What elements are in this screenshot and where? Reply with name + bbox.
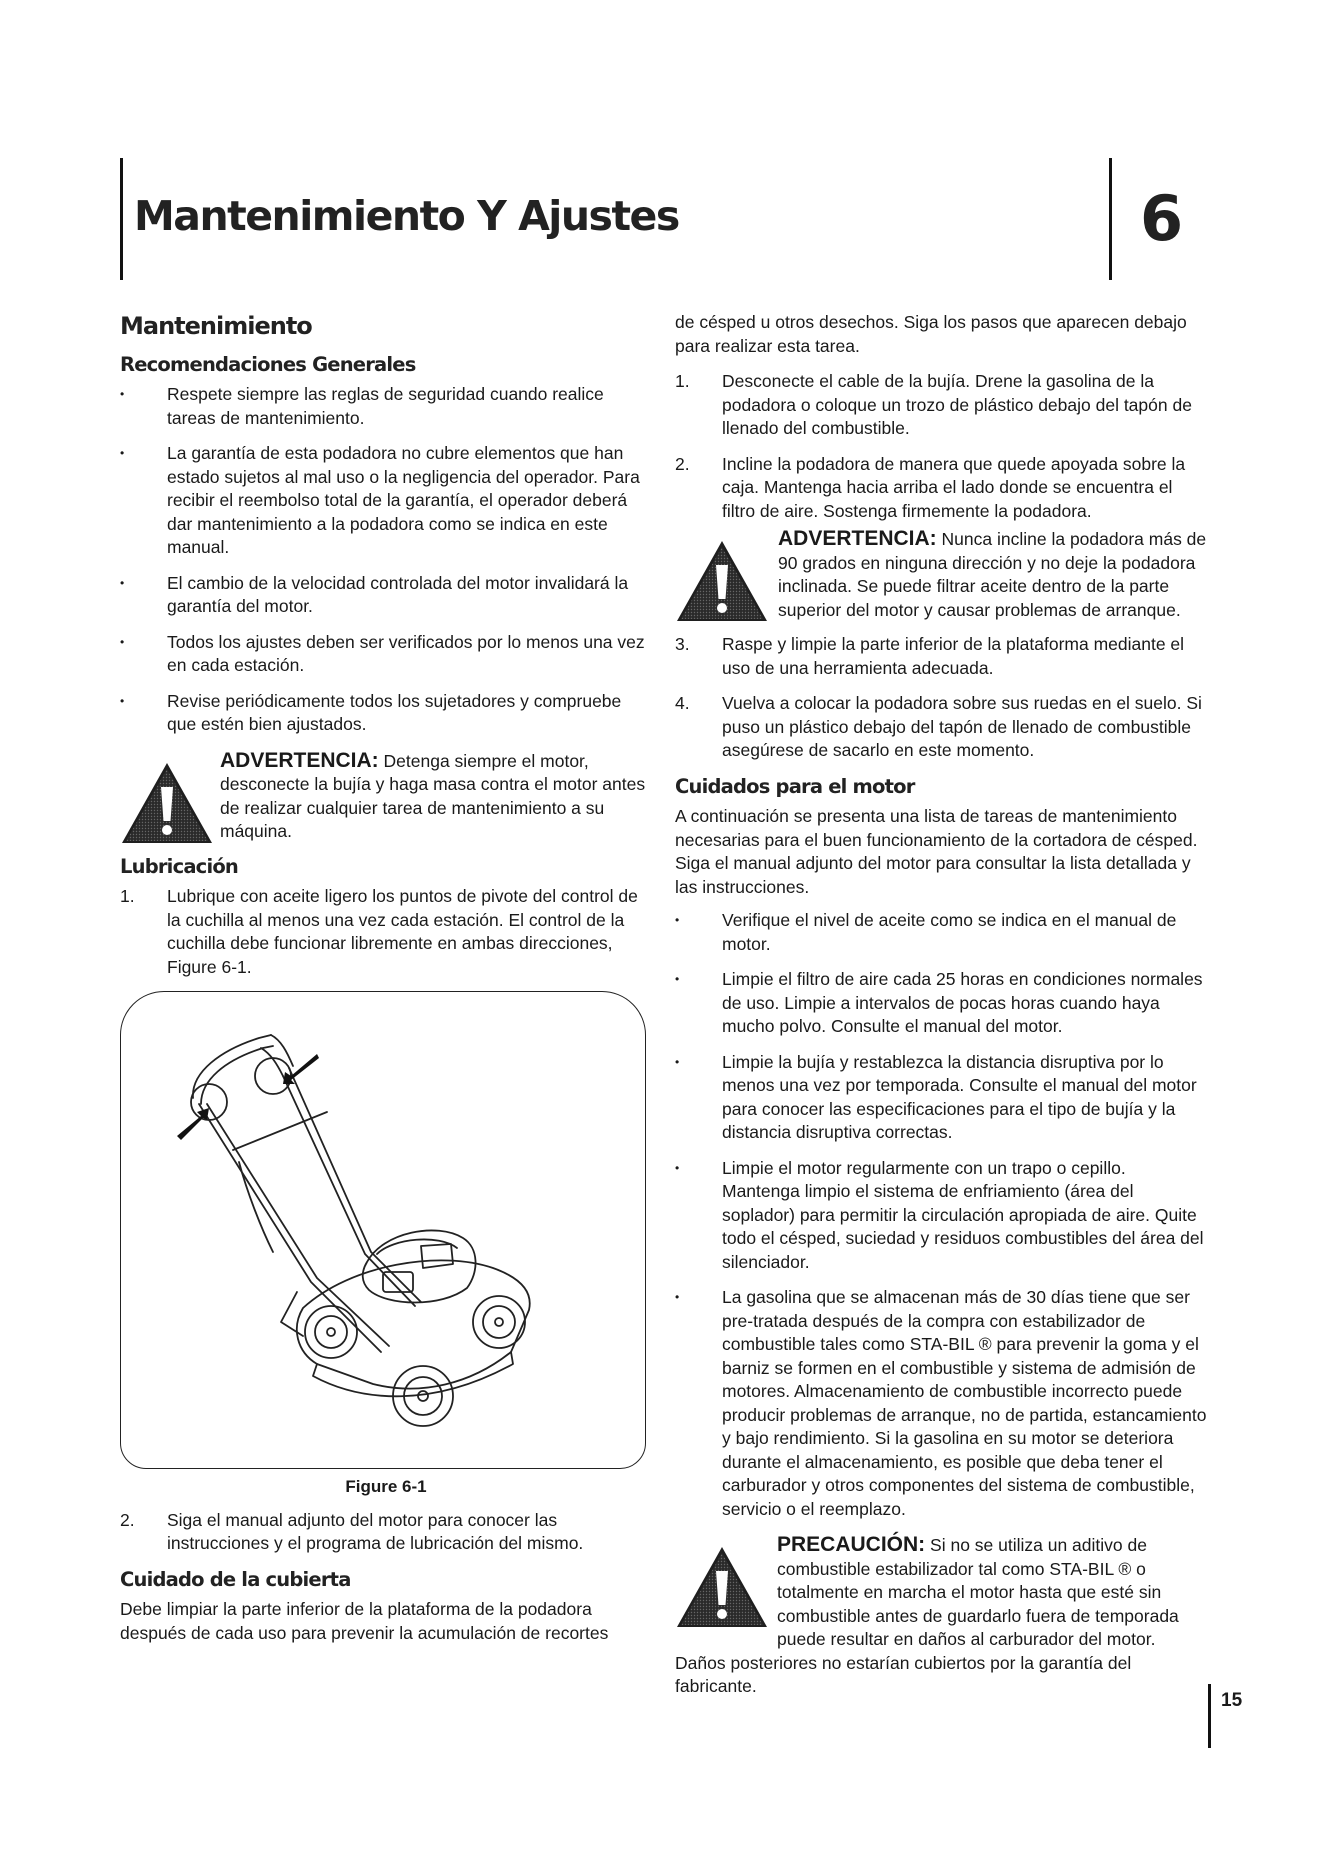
- left-column: [120, 305, 652, 1651]
- step-number: 1.: [120, 886, 135, 906]
- list-item: • El cambio de la velocidad controlada del motor invalidará la garantía del motor.: [120, 572, 652, 619]
- step-text: Desconecte el cable de la bujía. Drene la gasolina de la podadora o coloque un trozo de plástico debajo del tapón de llenado del combustible.: [722, 371, 1192, 438]
- lubrication-steps-continued: [120, 1509, 652, 1556]
- figure-caption: Figure 6-1: [345, 1477, 427, 1496]
- step-text: Vuelva a colocar la podadora sobre sus ruedas en el suelo. Si puso un plástico debajo del tapón de llenado de combustible asegúrese de sacarlo en este momento.: [722, 693, 1202, 760]
- step-number: 4.: [675, 693, 690, 713]
- list-item: [675, 633, 1207, 680]
- list-item: • Limpie el filtro de aire cada 25 horas en condiciones normales de uso. Limpie a intervalos de pocas horas cuando haya mucho polvo. Consulte el manual del motor.: [675, 968, 1207, 1039]
- list-item: [120, 1509, 652, 1556]
- page-number-rule: [1208, 1684, 1211, 1748]
- lawn-mower-illustration: [121, 992, 645, 1468]
- step-number: 2.: [120, 1509, 135, 1530]
- warning-icon: [675, 539, 769, 623]
- step-number: 3.: [675, 634, 690, 654]
- deck-care-heading: Cuidado de la cubierta: [120, 1567, 351, 1591]
- warning-text: Detenga siempre el motor, desconecte la bujía y haga masa contra el motor antes de realizar cualquier tarea de mantenimiento a su máquina.: [220, 750, 646, 841]
- warning-label: ADVERTENCIA:: [220, 748, 379, 772]
- list-item: • Verifique el nivel de aceite como se indica en el manual de motor.: [675, 909, 1207, 956]
- right-column: [675, 311, 1207, 1709]
- title-rule-left: [120, 158, 123, 280]
- warning-icon: [120, 761, 214, 845]
- list-item: • La gasolina que se almacenan más de 30 días tiene que ser pre-tratada después de la compra con estabilizador de combustible tales como STA-BIL ® para prevenir la goma y el barniz se formen en el combustible y sistema de admisión de motores. Almacenamiento de combustible incorrecto puede producir problemas de arranque, no de partida, estancamiento y bajo rendimiento. Si la gasolina en su motor se deteriora durante el almacenamiento, es posible que deba tener el carburador y otros componentes del sistema de combustible, servicio o el reemplazo.: [675, 1286, 1207, 1521]
- step-number: 2.: [675, 453, 690, 474]
- general-recommendations-heading: Recomendaciones Generales: [120, 352, 416, 376]
- list-item: • Limpie la bujía y restablezca la distancia disruptiva por lo menos una vez por temporada. Consulte el manual del motor para conocer las especificaciones para el tipo de bujía y la distancia disruptiva correctas.: [675, 1051, 1207, 1145]
- warning-label: ADVERTENCIA:: [778, 527, 937, 550]
- list-item: • La garantía de esta podadora no cubre elementos que han estado sujetos al mal uso o la negligencia del operador. Para recibir el reembolso total de la garantía, el operador deberá dar mantenimiento a la podadora como se indica en este manual.: [120, 442, 652, 560]
- figure-6-1: [120, 991, 646, 1469]
- chapter-number: 6: [1140, 182, 1184, 255]
- caution-text: Si no se utiliza un aditivo de combustible estabilizador tal como STA-BIL ® o totalmente en marcha el motor hasta que esté sin combustible antes de guardarlo fuera de temporada puede resultar en daños al carburador del motor. Daños posteriores no estarían cubiertos por la garantía del fabricante.: [675, 1535, 1179, 1696]
- warning-text: Nunca incline la podadora más de 90 grados en ninguna dirección y no deje la podadora inclinada. Se puede filtrar aceite dentro de la parte superior del motor y causar problemas de arranque.: [778, 529, 1207, 620]
- deck-care-continued: de césped u otros desechos. Siga los pasos que aparecen debajo para realizar esta tarea.: [675, 312, 1187, 356]
- general-recommendations-list: [120, 383, 652, 737]
- deck-steps-continued: [675, 633, 1207, 763]
- chapter-title: Mantenimiento Y Ajustes: [134, 192, 679, 240]
- lubrication-steps: [120, 885, 652, 979]
- deck-care-text: Debe limpiar la parte inferior de la plataforma de la podadora después de cada uso para prevenir la acumulación de recortes: [120, 1599, 609, 1643]
- list-item: [675, 692, 1207, 763]
- maintenance-warning: [120, 749, 652, 845]
- step-text: Incline la podadora de manera que quede apoyada sobre la caja. Mantenga hacia arriba el lado donde se encuentra el filtro de aire. Sostenga firmemente la podadora.: [722, 453, 1186, 521]
- tilt-warning: [675, 527, 1207, 623]
- warning-icon: [675, 1545, 769, 1629]
- step-number: 1.: [675, 371, 690, 391]
- fuel-caution: [675, 1533, 1207, 1699]
- list-item: • Limpie el motor regularmente con un trapo o cepillo. Mantenga limpio el sistema de enfriamiento (área del soplador) para permitir la circulación apropiada de aire. Quite todo el césped, suciedad y residuos combustibles del área del silenciador.: [675, 1157, 1207, 1275]
- page-number: 15: [1221, 1690, 1243, 1711]
- list-item: • Respete siempre las reglas de seguridad cuando realice tareas de mantenimiento.: [120, 383, 652, 430]
- step-text: Siga el manual adjunto del motor para conocer las instrucciones y el programa de lubricación del mismo.: [167, 1509, 584, 1553]
- section-title: Mantenimiento: [120, 312, 312, 340]
- step-text: Raspe y limpie la parte inferior de la plataforma mediante el uso de una herramienta adecuada.: [722, 634, 1185, 678]
- list-item: [675, 370, 1207, 441]
- list-item: [675, 453, 1207, 524]
- lubrication-heading: Lubricación: [120, 854, 239, 878]
- deck-steps: [675, 370, 1207, 523]
- engine-care-list: [675, 909, 1207, 1521]
- engine-care-intro: A continuación se presenta una lista de tareas de mantenimiento necesarias para el buen funcionamiento de la cortadora de césped. Siga el manual adjunto del motor para consultar la lista detallada y las instrucciones.: [675, 806, 1198, 897]
- list-item: • Todos los ajustes deben ser verificados por lo menos una vez en cada estación.: [120, 631, 652, 678]
- step-text: Lubrique con aceite ligero los puntos de pivote del control de la cuchilla al menos una vez cada estación. El control de la cuchilla debe funcionar libremente en ambas direcciones, Figure 6-1.: [167, 886, 638, 977]
- engine-care-heading: Cuidados para el motor: [675, 774, 915, 798]
- title-rule-right: [1109, 158, 1112, 280]
- caution-label: PRECAUCIÓN:: [777, 1533, 926, 1556]
- list-item: [120, 885, 652, 979]
- list-item: • Revise periódicamente todos los sujetadores y compruebe que estén bien ajustados.: [120, 690, 652, 737]
